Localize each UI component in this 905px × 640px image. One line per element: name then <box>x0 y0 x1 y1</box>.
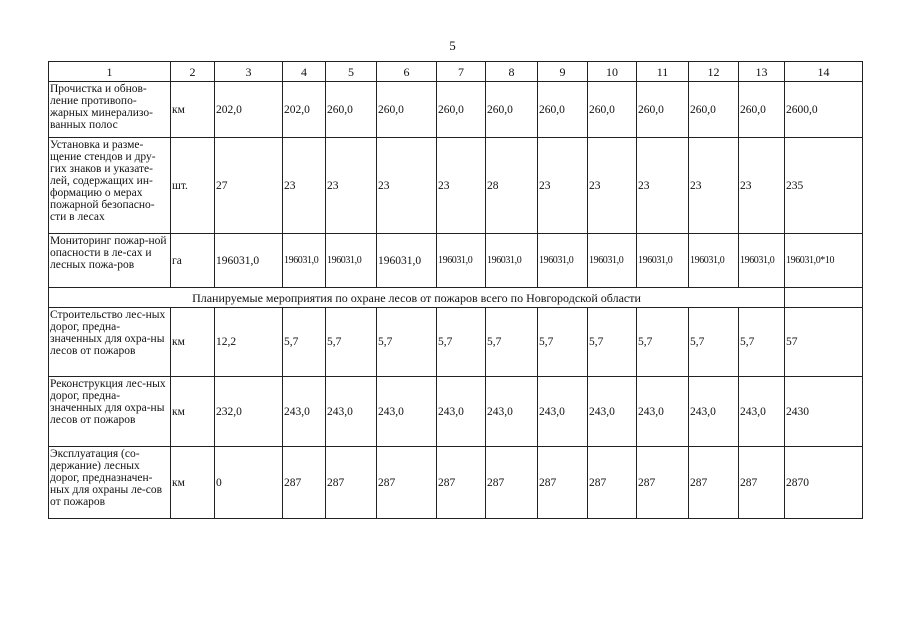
value-cell: 23 <box>739 138 785 234</box>
value-cell: 23 <box>377 138 437 234</box>
value-cell: 260,0 <box>437 82 486 138</box>
header-cell: 9 <box>538 62 588 82</box>
header-cell: 8 <box>486 62 538 82</box>
value-cell: 260,0 <box>377 82 437 138</box>
value-cell: 260,0 <box>637 82 689 138</box>
unit-cell: км <box>171 82 215 138</box>
unit-cell: км <box>171 447 215 519</box>
header-cell: 4 <box>283 62 326 82</box>
measure-name: Реконструкция лес-ных дорог, предна-значенных для охра-ны лесов от пожаров <box>49 377 171 447</box>
header-cell: 1 <box>49 62 171 82</box>
value-cell: 243,0 <box>588 377 637 447</box>
value-cell: 196031,0 <box>437 234 486 288</box>
value-cell: 5,7 <box>689 308 739 377</box>
value-cell: 23 <box>437 138 486 234</box>
value-cell: 287 <box>538 447 588 519</box>
page-number: 5 <box>449 38 456 53</box>
value-cell: 5,7 <box>486 308 538 377</box>
measure-name: Прочистка и обнов-ление противопо-жарных минерализо-ванных полос <box>49 82 171 138</box>
value-cell: 196031,0 <box>326 234 377 288</box>
value-cell: 243,0 <box>326 377 377 447</box>
section-row <box>49 288 863 308</box>
value-cell: 5,7 <box>326 308 377 377</box>
section-title: Планируемые мероприятия по охране лесов от пожаров всего по Новгородской области <box>49 288 785 308</box>
measure-name: Эксплуатация (со-держание) лесных дорог, предназначен-ных для охраны ле-сов от пожаров <box>49 447 171 519</box>
value-cell: 23 <box>326 138 377 234</box>
value-cell: 23 <box>588 138 637 234</box>
unit-cell: км <box>171 377 215 447</box>
measure-name: Установка и разме-щение стендов и дру-гих знаков и указате-лей, содержащих ин-формацию о мерах пожарной безопасно-сти в лесах <box>49 138 171 234</box>
value-cell: 196031,0 <box>538 234 588 288</box>
value-cell: 5,7 <box>739 308 785 377</box>
table-row <box>49 308 863 377</box>
value-cell: 196031,0 <box>588 234 637 288</box>
value-cell: 260,0 <box>739 82 785 138</box>
value-cell: 5,7 <box>538 308 588 377</box>
header-cell: 3 <box>215 62 283 82</box>
total-cell: 2430 <box>785 377 863 447</box>
value-cell: 12,2 <box>215 308 283 377</box>
header-cell: 13 <box>739 62 785 82</box>
value-cell: 27 <box>215 138 283 234</box>
value-cell: 196031,0 <box>739 234 785 288</box>
table-row <box>49 82 863 138</box>
value-cell: 243,0 <box>739 377 785 447</box>
table-row <box>49 447 863 519</box>
value-cell: 287 <box>637 447 689 519</box>
value-cell: 243,0 <box>486 377 538 447</box>
value-cell: 243,0 <box>538 377 588 447</box>
value-cell: 232,0 <box>215 377 283 447</box>
value-cell: 287 <box>283 447 326 519</box>
value-cell: 287 <box>486 447 538 519</box>
value-cell: 196031,0 <box>215 234 283 288</box>
forest-fire-measures-table <box>48 61 863 519</box>
value-cell: 5,7 <box>437 308 486 377</box>
value-cell: 287 <box>326 447 377 519</box>
value-cell: 287 <box>689 447 739 519</box>
value-cell: 196031,0 <box>689 234 739 288</box>
header-cell: 10 <box>588 62 637 82</box>
value-cell: 196031,0 <box>377 234 437 288</box>
value-cell: 260,0 <box>538 82 588 138</box>
value-cell: 243,0 <box>437 377 486 447</box>
measure-name: Мониторинг пожар-ной опасности в ле-сах и лесных пожа-ров <box>49 234 171 288</box>
value-cell: 260,0 <box>326 82 377 138</box>
unit-cell: км <box>171 308 215 377</box>
value-cell: 287 <box>437 447 486 519</box>
value-cell: 28 <box>486 138 538 234</box>
unit-cell: га <box>171 234 215 288</box>
header-cell: 14 <box>785 62 863 82</box>
value-cell: 202,0 <box>283 82 326 138</box>
header-cell: 11 <box>637 62 689 82</box>
value-cell: 260,0 <box>486 82 538 138</box>
value-cell: 196031,0 <box>486 234 538 288</box>
value-cell: 196031,0 <box>283 234 326 288</box>
header-cell: 12 <box>689 62 739 82</box>
table-row <box>49 377 863 447</box>
total-cell: 2600,0 <box>785 82 863 138</box>
table-row <box>49 234 863 288</box>
total-cell: 235 <box>785 138 863 234</box>
value-cell: 243,0 <box>637 377 689 447</box>
total-cell: 57 <box>785 308 863 377</box>
value-cell: 23 <box>283 138 326 234</box>
value-cell: 243,0 <box>377 377 437 447</box>
header-cell: 6 <box>377 62 437 82</box>
total-cell: 2870 <box>785 447 863 519</box>
value-cell: 0 <box>215 447 283 519</box>
measure-name: Строительство лес-ных дорог, предна-значенных для охра-ны лесов от пожаров <box>49 308 171 377</box>
value-cell: 23 <box>689 138 739 234</box>
table-row <box>49 138 863 234</box>
value-cell: 260,0 <box>588 82 637 138</box>
value-cell: 23 <box>637 138 689 234</box>
total-cell: 196031,0*10 <box>785 234 863 288</box>
value-cell: 5,7 <box>637 308 689 377</box>
value-cell: 5,7 <box>377 308 437 377</box>
value-cell: 196031,0 <box>637 234 689 288</box>
unit-cell: шт. <box>171 138 215 234</box>
value-cell: 287 <box>588 447 637 519</box>
value-cell: 202,0 <box>215 82 283 138</box>
value-cell: 5,7 <box>588 308 637 377</box>
header-cell: 7 <box>437 62 486 82</box>
header-cell: 2 <box>171 62 215 82</box>
value-cell: 243,0 <box>689 377 739 447</box>
empty-cell <box>785 288 863 308</box>
value-cell: 287 <box>739 447 785 519</box>
value-cell: 5,7 <box>283 308 326 377</box>
value-cell: 260,0 <box>689 82 739 138</box>
header-cell: 5 <box>326 62 377 82</box>
value-cell: 23 <box>538 138 588 234</box>
value-cell: 243,0 <box>283 377 326 447</box>
header-row <box>49 62 863 82</box>
value-cell: 287 <box>377 447 437 519</box>
